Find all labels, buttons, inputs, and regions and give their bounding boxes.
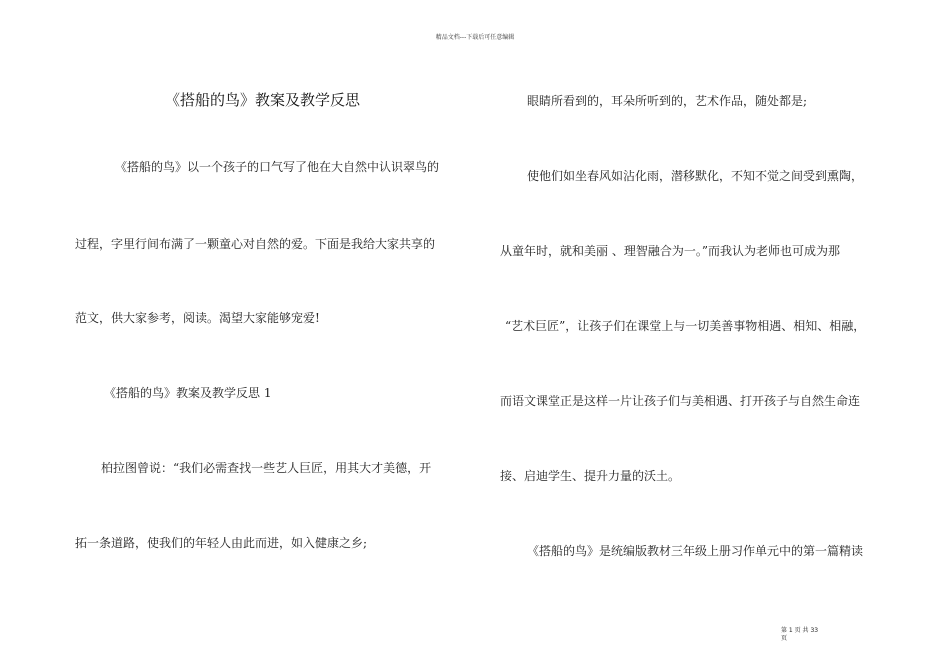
paragraph-line: 而语文课堂正是这样一片让孩子们与美相遇、打开孩子与自然生命连	[500, 394, 861, 408]
paragraph-line: 从童年时，就和美丽 、理智融合为一。”而我认为老师也可成为那	[500, 244, 840, 258]
paragraph-line: 范文，供大家参考，阅读。渴望大家能够宠爱!	[75, 311, 320, 325]
paragraph-line: 使他们如坐春风如沾化雨，潜移默化，不知不觉之间受到熏陶，	[527, 169, 864, 183]
header-note: 精品文档---下载后可任意编辑	[435, 34, 515, 41]
section-heading: 《搭船的鸟》教案及教学反思 1	[104, 386, 272, 400]
paragraph-line: 《搭船的鸟》以一个孩子的口气写了他在大自然中认识翠鸟的	[115, 160, 440, 174]
page-number	[781, 627, 831, 643]
paragraph-line: 拓一条道路，使我们的年轻人由此而进，如入健康之乡;	[75, 536, 368, 550]
paragraph-line: 接、启迪学生、提升力量的沃土。	[500, 469, 681, 483]
paragraph-line: 柏拉图曾说：“我们必需查找一些艺人巨匠，用其大才美德，开	[101, 461, 432, 475]
paragraph-line: 过程，字里行间布满了一颗童心对自然的爱。下面是我给大家共享的	[75, 237, 436, 251]
paragraph-line: 眼睛所看到的，耳朵所听到的，艺术作品，随处都是;	[527, 94, 808, 108]
page-number-line2: 页	[781, 635, 788, 642]
paragraph-line: 《搭船的鸟》是统编版教材三年级上册习作单元中的第一篇精读	[527, 544, 864, 558]
page-number-line1: 第 1 页 共 33	[781, 627, 819, 634]
document-title: 《搭船的鸟》教案及教学反思	[164, 91, 360, 109]
paragraph-line: “艺术巨匠”，让孩子们在课堂上与一切美善事物相遇、相知、相融，	[505, 319, 866, 333]
